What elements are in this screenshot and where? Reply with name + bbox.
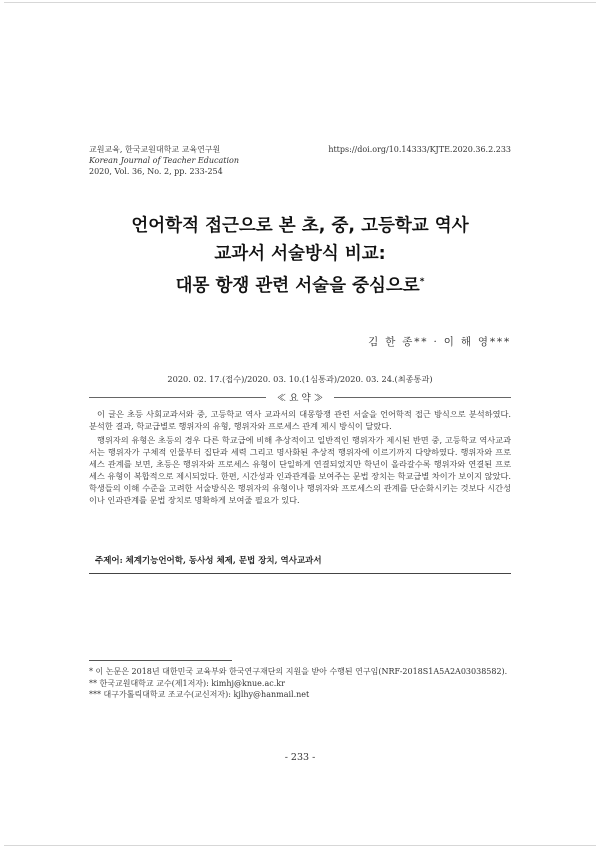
abstract-heading-label: ≪ 요 약 ≫ [276,393,324,404]
abstract-heading-rule-right [334,397,511,398]
footnote-corresponding-author: *** 대구가톨릭대학교 조교수(교신저자): kjlhy@hanmail.net [89,690,310,699]
abstract-body [89,408,511,508]
title-line-2: 교과서 서술방식 비교: [214,244,386,264]
keywords [95,554,322,566]
page-number: - 233 - [284,752,316,763]
footnote-first-author: ** 한국교원대학교 교수(제1저자): kimhj@knue.ac.kr [89,678,285,688]
abstract-bottom-rule [89,573,511,574]
volume-info: 2020, Vol. 36, No. 2, pp. 233-254 [89,167,223,176]
paper-title [0,212,600,300]
title-line-3 [0,268,600,300]
keywords-label: 주제어: [95,556,123,566]
abstract-heading [0,389,600,405]
title-footnote-mark: * [419,277,425,287]
title-line-1: 언어학적 접근으로 본 초, 중, 고등학교 역사 [131,216,469,236]
title-line-3-text: 대몽 항쟁 관련 서술을 중심으로 [175,275,420,296]
footnote-rule [89,660,232,661]
footnote-funding: * 이 논문은 2018년 대한민국 교육부와 한국연구재단의 지원을 받아 수행된 연구임(NRF-2018S1A5A2A03038582). [89,667,508,676]
doi-link[interactable]: https://doi.org/10.14333/KJTE.2020.36.2.233 [328,145,511,154]
page-border-top [4,2,596,3]
page-border-bottom [4,845,596,846]
review-dates: 2020. 02. 17.(접수)/2020. 03. 10.(1심통과)/2020. 03. 24.(최종통과) [167,374,433,384]
abstract-paragraph-1: 이 글은 초등 사회교과서와 중, 고등학교 역사 교과서의 대몽항쟁 관련 서술을 언어학적 접근 방식으로 분석하였다. 분석한 결과, 학교급별로 행위자의 유형, 행위자와 프로세스 관계 제시 방식이 달랐다. [89,409,511,431]
authors: 김 한 종** · 이 해 영*** [368,336,511,348]
publisher: 교원교육, 한국교원대학교 교육연구원 [89,145,221,154]
footnotes [89,666,507,701]
journal-title-en: Korean Journal of Teacher Education [89,156,240,165]
abstract-paragraph-2: 행위자의 유형은 초등의 경우 다른 학교급에 비해 추상적이고 일반적인 행위자가 제시된 반면 중, 고등학교 역사교과서는 행위자가 구체적 인물부터 집단과 세력 그리고 명사화된 추상적 행위자에 이르기까지 다양하였다. 행위자와 프로세스 관계를 보면, 초등은 행위자와 프로세스 유형이 단일하게 연결되었지만 학년이 올라갈수록 행위자와 연결된 프로세스 유형이 복합적으로 제시되었다. 한편, 시간성과 인과관계를 보여주는 문법 장치는 학교급별 차이가 보이지 않았다. 학생들의 이해 수준을 고려한 서술방식은 행위자의 유형이나 행위자와 프로세스의 관계를 단순화시키는 것보다 시간성이나 인과관계를 문법 장치로 명확하게 보여줄 필요가 있다. [89,435,511,505]
journal-header [89,144,239,177]
keywords-values: 체계기능언어학, 동사성 체제, 문법 장치, 역사교과서 [125,556,322,566]
